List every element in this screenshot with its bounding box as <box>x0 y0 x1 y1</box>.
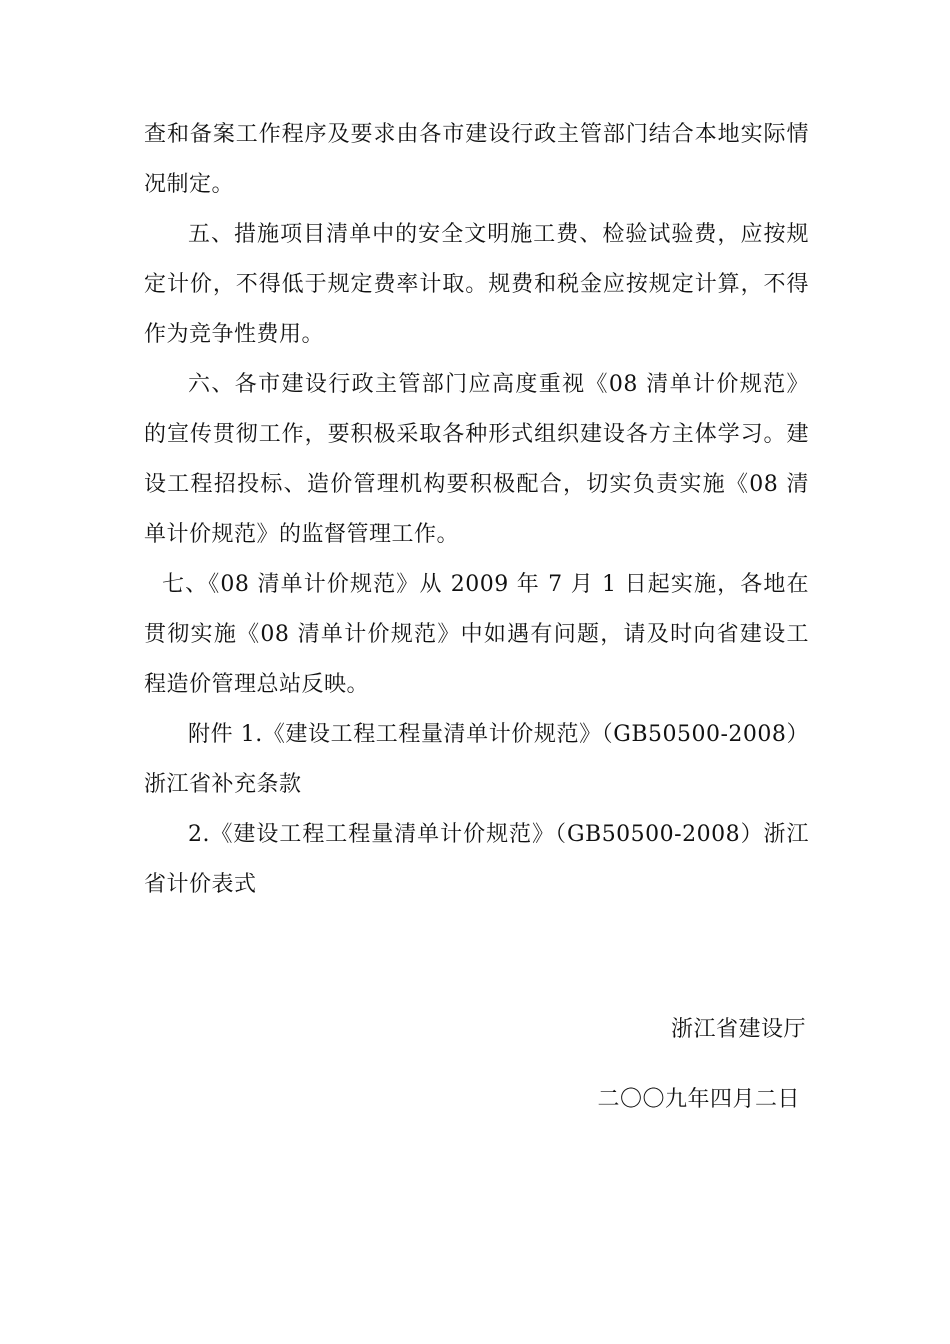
signature-organization: 浙江省建设厅 <box>670 1017 806 1042</box>
paragraph-item-5: 五、措施项目清单中的安全文明施工费、检验试验费，应按规定计价，不得低于规定费率计取。规费和税金应按规定计算，不得作为竞争性费用。 <box>144 222 809 347</box>
document-body <box>144 110 809 910</box>
attachment-2: 2.《建设工程工程量清单计价规范》（GB50500-2008）浙江省计价表式 <box>144 822 809 897</box>
paragraph-continuation: 查和备案工作程序及要求由各市建设行政主管部门结合本地实际情况制定。 <box>144 122 809 197</box>
attachment-1: 附件 1.《建设工程工程量清单计价规范》（GB50500-2008）浙江省补充条款 <box>144 722 809 797</box>
paragraph-item-7: 七、《08 清单计价规范》从 2009 年 7 月 1 日起实施，各地在贯彻实施《08 清单计价规范》中如遇有问题，请及时向省建设工程造价管理总站反映。 <box>144 572 809 697</box>
paragraph-item-6: 六、各市建设行政主管部门应高度重视《08 清单计价规范》的宣传贯彻工作，要积极采取各种形式组织建设各方主体学习。建设工程招投标、造价管理机构要积极配合，切实负责实施《08 清单计价规范》的监督管理工作。 <box>144 372 809 547</box>
signature-date: 二〇〇九年四月二日 <box>597 1087 800 1112</box>
